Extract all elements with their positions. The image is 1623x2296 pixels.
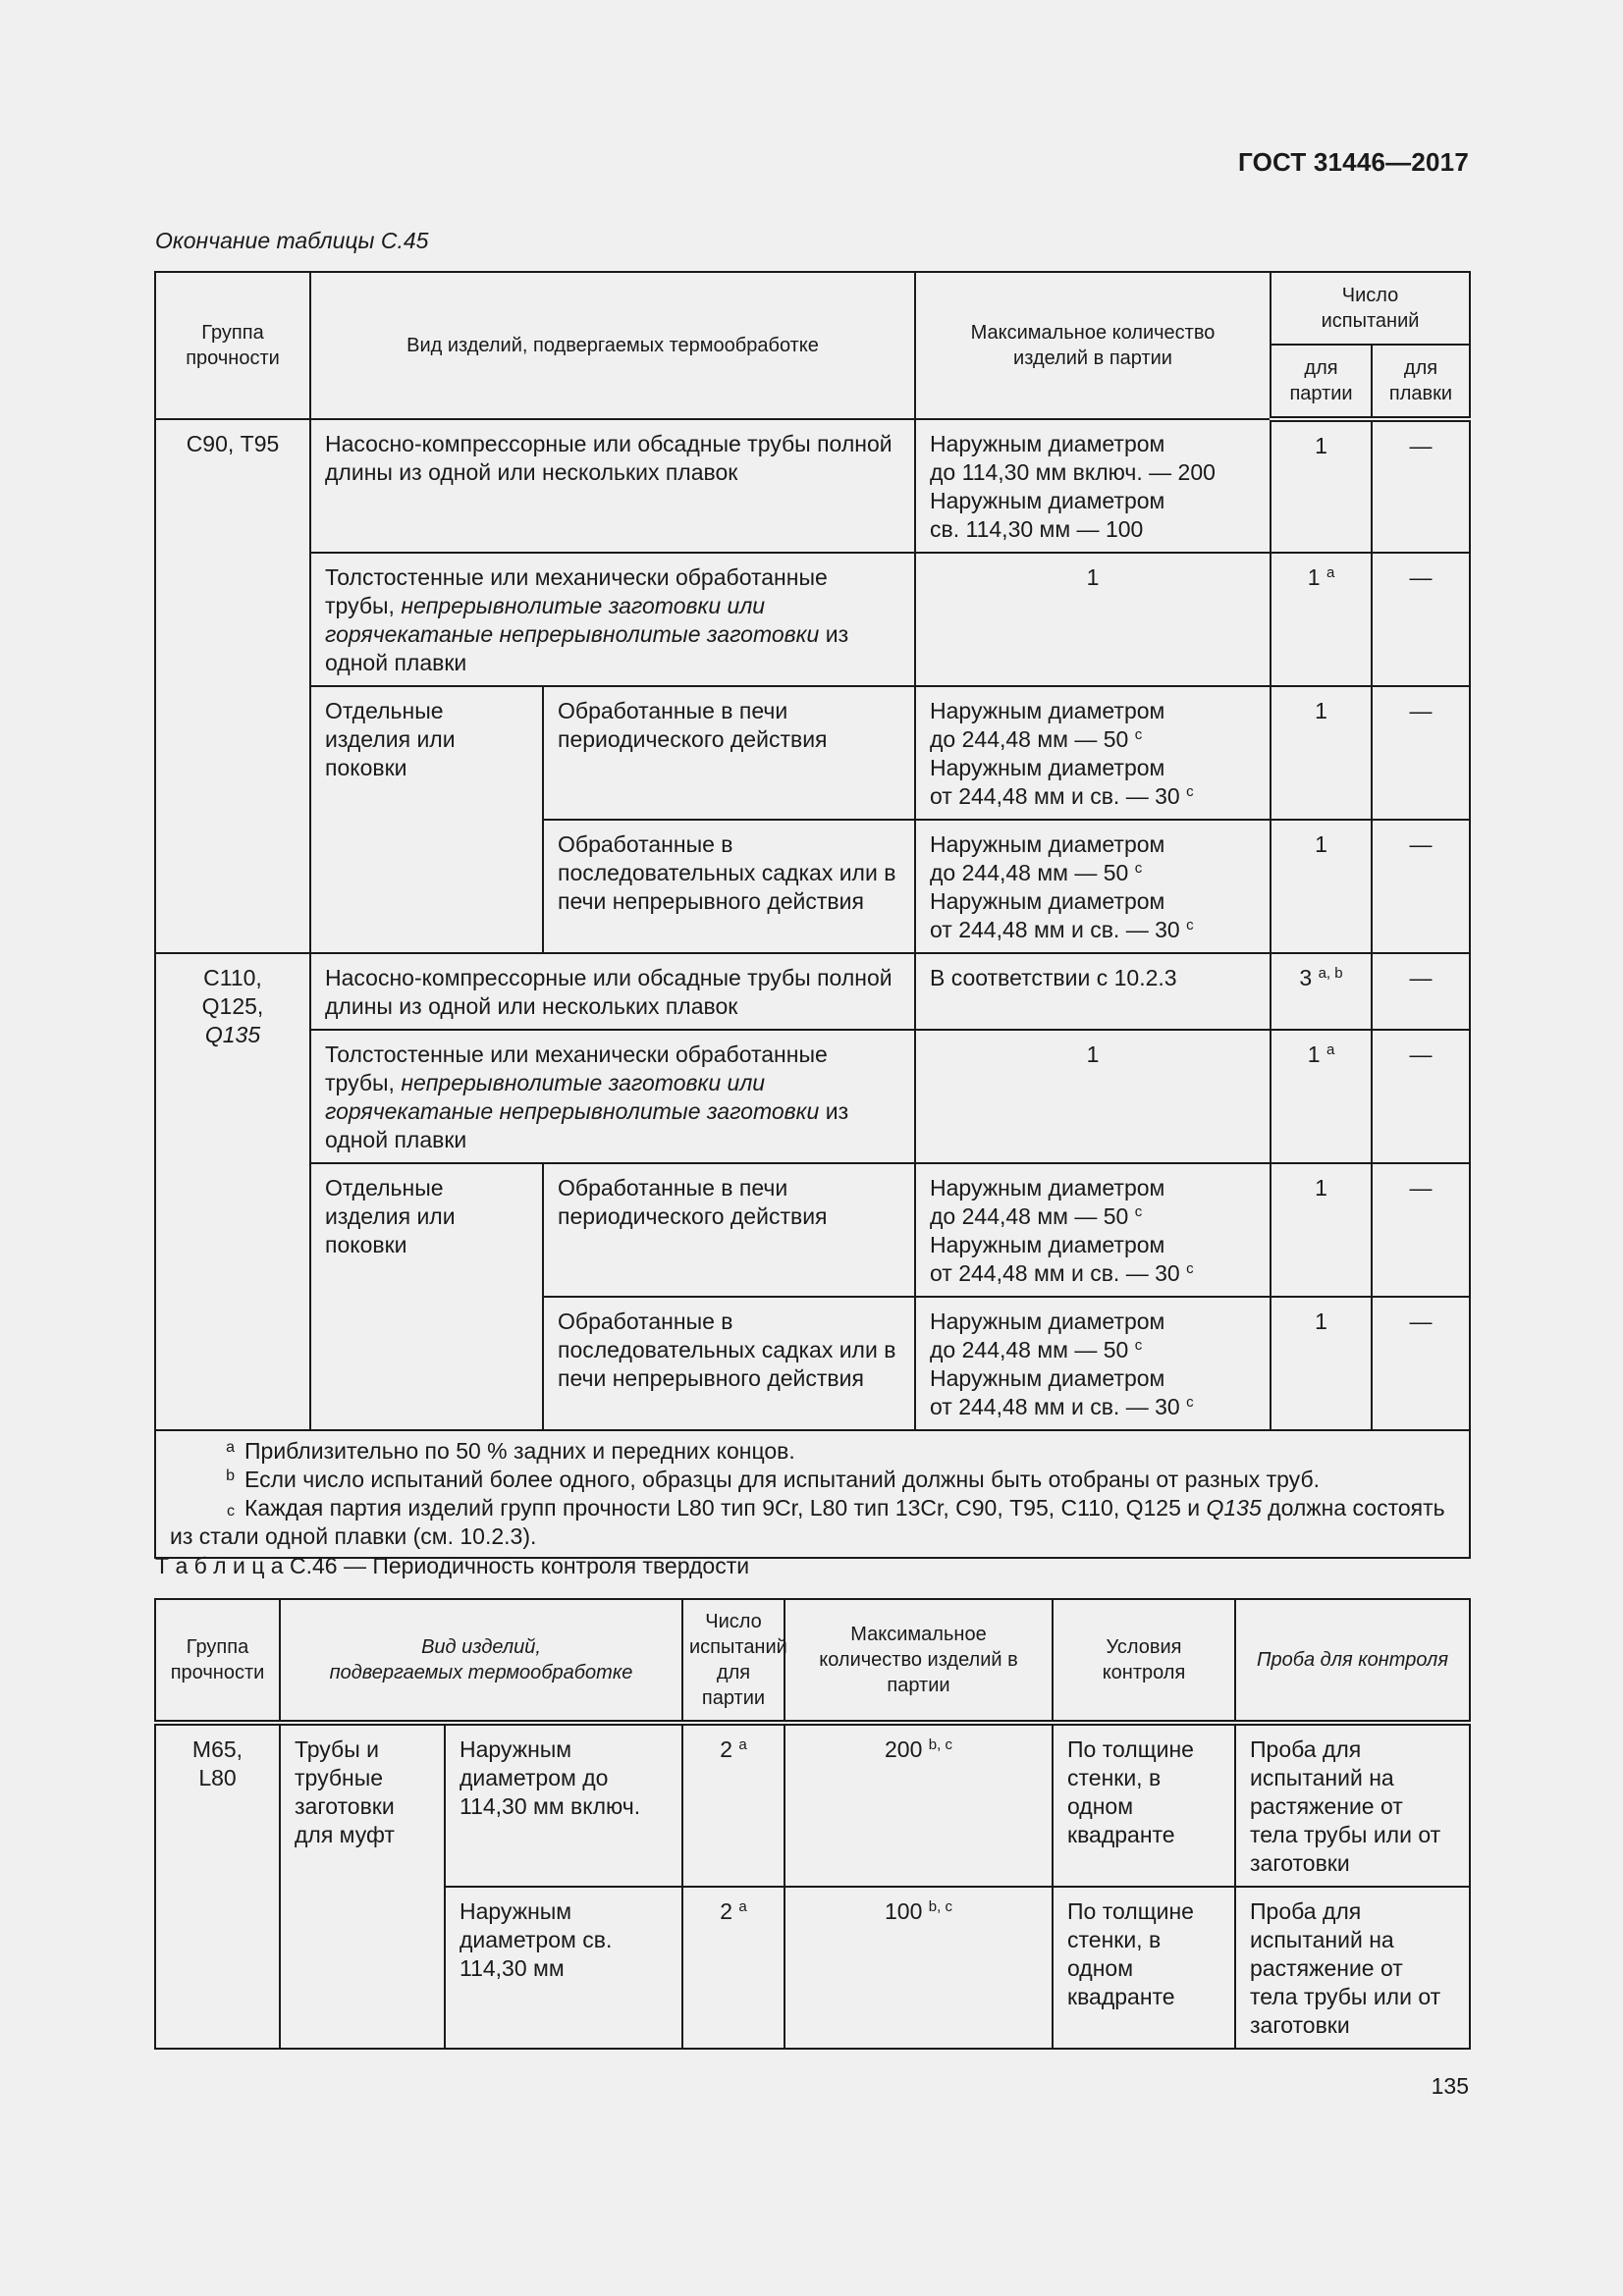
qty-value: от 244,48 мм и св. — 30 — [930, 917, 1180, 942]
page-number: 135 — [1431, 2073, 1469, 2099]
qty-cell — [784, 1887, 1053, 2049]
diameter-cell: Наружным диаметром до 114,30 мм включ. — [445, 1723, 682, 1887]
qty-cell — [915, 686, 1271, 820]
qty-line: св. 114,30 мм — 100 — [930, 516, 1144, 542]
footnote-text-italic: Q135 — [1206, 1495, 1262, 1521]
table-c45-continuation-caption: Окончание таблицы С.45 — [155, 228, 429, 253]
tests-cell — [682, 1723, 784, 1887]
footnote-text: Приблизительно по 50 % задних и передних концов. — [244, 1438, 795, 1464]
table-row — [155, 1030, 1470, 1163]
header-group: Группа прочности — [155, 272, 310, 419]
tests-cell — [682, 1887, 784, 2049]
qty-cell — [784, 1723, 1053, 1887]
footnote-ref: c — [1186, 917, 1194, 934]
qty-cell: В соответствии с 10.2.3 — [915, 953, 1271, 1030]
qty-value: от 244,48 мм и св. — 30 — [930, 1260, 1180, 1286]
header-kind-line: Вид изделий, — [421, 1636, 541, 1658]
heat-cell: — — [1372, 1030, 1470, 1163]
footnote-ref: a — [1325, 564, 1335, 581]
tests-value: 2 — [720, 1736, 733, 1762]
footnote-mark: b — [226, 1468, 235, 1484]
heat-cell: — — [1372, 419, 1470, 553]
footnote-mark: a — [226, 1439, 235, 1456]
group-name: L80 — [198, 1765, 237, 1790]
table-row — [155, 553, 1470, 686]
footnote-ref: c — [1186, 1260, 1194, 1277]
kind-cell — [310, 553, 915, 686]
qty-line: до 114,30 мм включ. — 200 — [930, 459, 1216, 485]
footnote-ref: b, c — [928, 1736, 952, 1753]
footnote-text: должна состоять из стали одной плавки (см. 10.2.3). — [170, 1495, 1445, 1549]
qty-line — [930, 1202, 1256, 1231]
document-code: ГОСТ 31446—2017 — [1238, 147, 1469, 177]
lot-value: 1 — [1307, 1041, 1321, 1067]
footnote-ref: a — [738, 1736, 747, 1753]
group-name: М65, — [191, 1736, 243, 1762]
qty-line — [930, 916, 1256, 944]
group-name: Q125, — [201, 993, 264, 1019]
table-row — [155, 686, 1470, 820]
header-per-lot: для партии — [1271, 345, 1372, 419]
qty-value: до 244,48 мм — 50 — [930, 1337, 1129, 1362]
group-cell: С90, Т95 — [155, 419, 310, 953]
qty-line: Наружным диаметром — [930, 1175, 1165, 1201]
diameter-cell: Наружным диаметром св. 114,30 мм — [445, 1887, 682, 2049]
qty-value: 200 — [885, 1736, 923, 1762]
header-conditions: Условия контроля — [1053, 1599, 1235, 1723]
qty-line: Наружным диаметром — [930, 431, 1165, 456]
qty-line: Наружным диаметром — [930, 1308, 1165, 1334]
table-row — [155, 419, 1470, 553]
kind-text: из одной плавки — [325, 1098, 849, 1152]
group-cell — [155, 1723, 280, 2049]
qty-cell — [915, 1297, 1271, 1430]
qty-line — [930, 859, 1256, 887]
header-tests: Число испытаний для партии — [682, 1599, 784, 1723]
qty-value: до 244,48 мм — 50 — [930, 860, 1129, 885]
qty-line: Наружным диаметром — [930, 698, 1165, 723]
conditions-cell: По толщине стенки, в одном квадранте — [1053, 1723, 1235, 1887]
conditions-cell: По толщине стенки, в одном квадранте — [1053, 1887, 1235, 2049]
table-row — [155, 953, 1470, 1030]
qty-cell — [915, 419, 1271, 553]
table-row — [155, 1163, 1470, 1297]
footnote-b — [170, 1466, 1455, 1494]
kind-cell: Обработанные в печи периодического действия — [543, 1163, 915, 1297]
header-max-qty: Максимальное количество изделий в партии — [915, 272, 1271, 419]
heat-cell: — — [1372, 820, 1470, 953]
qty-value: до 244,48 мм — 50 — [930, 1203, 1129, 1229]
qty-line — [930, 782, 1256, 811]
footnote-c — [170, 1494, 1455, 1551]
footnote-ref: a, b — [1318, 965, 1343, 982]
qty-value: до 244,48 мм — 50 — [930, 726, 1129, 752]
footnotes-row — [155, 1430, 1470, 1558]
subgroup-cell: Отдельные изделия или поковки — [310, 1163, 543, 1430]
table-c46 — [154, 1598, 1471, 2050]
table-header-row — [155, 1599, 1470, 1723]
qty-line — [930, 1336, 1256, 1364]
kind-cell: Трубы и трубные заготовки для муфт — [280, 1723, 445, 2049]
lot-cell: 1 — [1271, 1163, 1372, 1297]
footnote-ref: b, c — [928, 1898, 952, 1915]
qty-value: от 244,48 мм и св. — 30 — [930, 1394, 1180, 1419]
heat-cell: — — [1372, 686, 1470, 820]
table-c45 — [154, 271, 1471, 1559]
kind-text-italic: непрерывнолитые заготовки или горячекатаные непрерывнолитые заготовки — [325, 1070, 820, 1124]
qty-cell — [915, 820, 1271, 953]
header-max-qty: Максимальное количество изделий в партии — [784, 1599, 1053, 1723]
footnotes-cell — [155, 1430, 1470, 1558]
qty-line: Наружным диаметром — [930, 888, 1165, 914]
kind-text: Толстостенные или механически обработанные трубы, — [325, 564, 828, 618]
qty-line — [930, 1393, 1256, 1421]
qty-line — [930, 1259, 1256, 1288]
lot-cell — [1271, 553, 1372, 686]
kind-cell — [310, 1030, 915, 1163]
footnote-a — [170, 1437, 1455, 1466]
lot-cell: 1 — [1271, 419, 1372, 553]
kind-text-italic: непрерывнолитые заготовки или горячекатаные непрерывнолитые заготовки — [325, 593, 820, 647]
sample-cell: Проба для испытаний на растяжение от тела трубы или от заготовки — [1235, 1887, 1470, 2049]
sample-cell: Проба для испытаний на растяжение от тела трубы или от заготовки — [1235, 1723, 1470, 1887]
lot-cell: 1 — [1271, 1297, 1372, 1430]
kind-text: из одной плавки — [325, 621, 849, 675]
group-name: С110, — [203, 965, 262, 990]
footnote-ref: a — [738, 1898, 747, 1915]
header-tests: Число испытаний — [1271, 272, 1470, 345]
tests-value: 2 — [720, 1898, 733, 1924]
table-c46-caption: Т а б л и ц а С.46 — Периодичность контроля твердости — [155, 1553, 750, 1578]
footnote-mark: c — [227, 1503, 235, 1520]
footnote-text: Каждая партия изделий групп прочности L80 тип 9Cr, L80 тип 13Cr, С90, Т95, С110, Q125 и — [244, 1495, 1207, 1521]
footnote-ref: c — [1186, 783, 1194, 800]
qty-line: Наружным диаметром — [930, 831, 1165, 857]
footnote-ref: c — [1134, 1203, 1143, 1220]
qty-line: Наружным диаметром — [930, 1365, 1165, 1391]
header-per-heat: для плавки — [1372, 345, 1470, 419]
header-kind-line: подвергаемых термообработке — [329, 1662, 633, 1683]
lot-cell: 1 — [1271, 686, 1372, 820]
footnote-ref: c — [1134, 860, 1143, 877]
lot-cell — [1271, 1030, 1372, 1163]
qty-line: Наружным диаметром — [930, 1232, 1165, 1257]
group-cell — [155, 953, 310, 1430]
lot-cell: 1 — [1271, 820, 1372, 953]
heat-cell: — — [1372, 953, 1470, 1030]
kind-cell: Обработанные в печи периодического действия — [543, 686, 915, 820]
kind-cell: Насосно-компрессорные или обсадные трубы полной длины из одной или нескольких плавок — [310, 419, 915, 553]
footnote-ref: c — [1134, 726, 1143, 743]
heat-cell: — — [1372, 1297, 1470, 1430]
kind-cell: Обработанные в последовательных садках или в печи непрерывного действия — [543, 820, 915, 953]
kind-cell: Обработанные в последовательных садках или в печи непрерывного действия — [543, 1297, 915, 1430]
kind-text: Толстостенные или механически обработанные трубы, — [325, 1041, 828, 1095]
qty-line: Наружным диаметром — [930, 488, 1165, 513]
header-kind — [280, 1599, 682, 1723]
qty-cell — [915, 1163, 1271, 1297]
qty-line — [930, 725, 1256, 754]
qty-line: Наружным диаметром — [930, 755, 1165, 780]
lot-cell — [1271, 953, 1372, 1030]
qty-value: от 244,48 мм и св. — 30 — [930, 783, 1180, 809]
lot-value: 3 — [1299, 965, 1313, 990]
qty-cell: 1 — [915, 553, 1271, 686]
kind-cell: Насосно-компрессорные или обсадные трубы полной длины из одной или нескольких плавок — [310, 953, 915, 1030]
subgroup-cell: Отдельные изделия или поковки — [310, 686, 543, 953]
footnote-ref: a — [1325, 1041, 1335, 1058]
footnote-text: Если число испытаний более одного, образцы для испытаний должны быть отобраны от разных труб. — [244, 1467, 1321, 1492]
lot-value: 1 — [1307, 564, 1321, 590]
heat-cell: — — [1372, 1163, 1470, 1297]
group-name-italic: Q135 — [204, 1022, 261, 1047]
header-sample: Проба для контроля — [1235, 1599, 1470, 1723]
table-header-row — [155, 272, 1470, 345]
footnote-ref: c — [1134, 1337, 1143, 1354]
qty-cell: 1 — [915, 1030, 1271, 1163]
footnote-ref: c — [1186, 1394, 1194, 1411]
header-group: Группа прочности — [155, 1599, 280, 1723]
heat-cell: — — [1372, 553, 1470, 686]
qty-value: 100 — [885, 1898, 923, 1924]
table-row — [155, 1723, 1470, 1887]
header-kind: Вид изделий, подвергаемых термообработке — [310, 272, 915, 419]
